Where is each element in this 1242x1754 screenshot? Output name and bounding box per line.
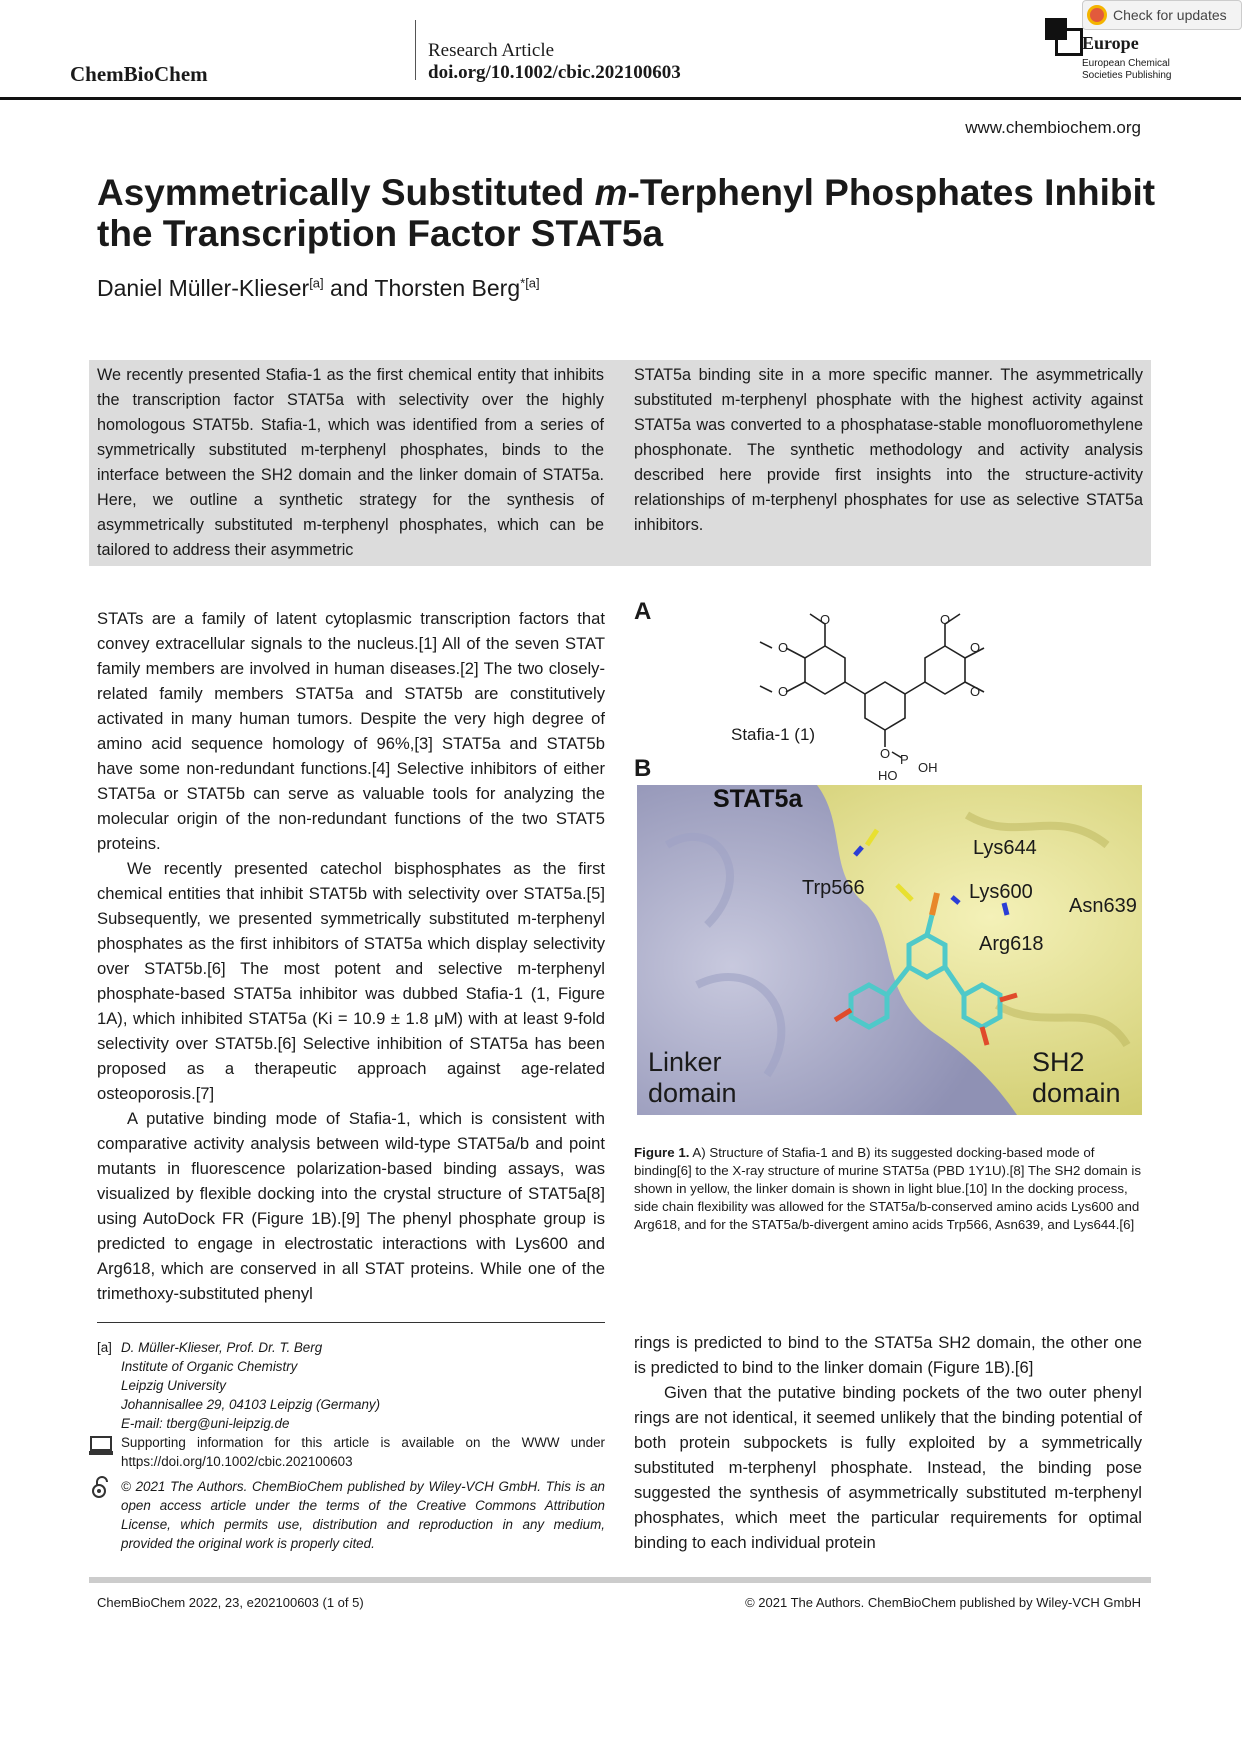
atom-label: O [940, 612, 951, 627]
license: © 2021 The Authors. ChemBioChem published by Wiley-VCH GmbH. This is an open access article under the terms of the Creative Commons Attribution License, which permits use, distribution and reproduction in any medium, provided the original work is properly cited. [121, 1479, 605, 1551]
footnote-rule [97, 1322, 605, 1323]
paragraph: STATs are a family of latent cytoplasmic transcription factors that convey extracellular signals to the nucleus.[1] All of the seven STAT family members are involved in human diseases.[2] The two closely-related family members STAT5a and STAT5b are constitutively activated in many human tumors. Despite the very high degree of amino acid sequence homology of 96%,[3] STAT5a and STAT5b have some non-redundant functions.[4] Selective inhibitors of either STAT5a or STAT5b can serve as valuable tools for analyzing the molecular origin of the non-redundant functions of the two STAT5 proteins. [97, 609, 605, 853]
paragraph: A putative binding mode of Stafia-1, which is consistent with comparative activity analysis between wild-type STAT5a/b and point mutants in fluorescence polarization-based binding assays, was visualized by flexible docking into the crystal structure of STAT5a[8] using AutoDock FR (Figure 1B).[9] The phenyl phosphate group is predicted to engage in electrostatic interactions with Lys600 and Arg618, which are conserved in all STAT proteins. While one of the trimethoxy-substituted phenyl [97, 1109, 605, 1303]
atom-label: O [880, 746, 891, 761]
check-updates-button[interactable] [1082, 0, 1242, 30]
supporting-info: Supporting information for this article is available on the WWW under https://doi.org/10.1002/cbic.202100603 [121, 1435, 605, 1469]
check-updates-label: Check for updates [1113, 7, 1227, 23]
atom-label: P [900, 752, 909, 767]
journal-name: ChemBioChem [70, 62, 208, 86]
atom-label: O [778, 640, 789, 655]
footer-citation: ChemBioChem 2022, 23, e202100603 (1 of 5) [97, 1595, 364, 1610]
authors: Daniel Müller-Klieser[a] and Thorsten Berg$^{*[a]}$ [97, 275, 540, 301]
residue-label: Trp566 [802, 877, 865, 899]
publisher-name: Europe [1082, 33, 1139, 53]
affiliation-label: [a] [97, 1340, 112, 1355]
sh2-domain-label: SH2 domain [1032, 1047, 1121, 1108]
atom-label: O [970, 640, 981, 655]
residue-label: Lys600 [969, 881, 1033, 903]
paragraph: We recently presented catechol bisphosphates as the first chemical entities that inhibit STAT5b with selectivity over STAT5a.[5] Subsequently, we presented symmetrically substituted m-terphenyl phosphates as the first inhibitors of STAT5a which display selectivity over STAT5b.[6] The most potent and selective m-terphenyl phosphate-based STAT5a inhibitor was dubbed Stafia-1 (1, Figure 1A), which inhibited STAT5a (Ki = 10.9 ± 1.8 μM) with at least 9-fold selectivity over STAT5b.[6] Selective inhibition of STAT5a has been proposed as a therapeutic approach against age-related osteoporosis.[7] [97, 859, 605, 1103]
journal-website[interactable]: www.chembiochem.org [965, 118, 1141, 137]
publisher-logo-square-icon [1045, 18, 1067, 40]
docking-figure [637, 785, 1142, 1115]
article-type: Research Article [428, 40, 555, 61]
open-access-icon [91, 1476, 111, 1498]
compound-label: Stafia-1 (1) [731, 725, 816, 744]
footer-copyright: © 2021 The Authors. ChemBioChem published by Wiley-VCH GmbH [745, 1595, 1141, 1610]
residue-label: Asn639 [1069, 895, 1137, 917]
figure-label-b: B [634, 755, 652, 782]
header-divider [415, 20, 416, 80]
residue-label: Arg618 [979, 933, 1044, 955]
figure-label-a: A [634, 598, 652, 625]
header-rule [0, 97, 1241, 100]
paragraph: rings is predicted to bind to the STAT5a SH2 domain, the other one is predicted to bind to the linker domain (Figure 1B).[6] [634, 1333, 1142, 1377]
publisher-subtitle: European Chemical Societies Publishing [1082, 58, 1172, 81]
abstract-left: We recently presented Stafia-1 as the first chemical entity that inhibits the transcription factor STAT5a with selectivity over the highly homologous STAT5b. Stafia-1, which was identified from a series of symmetrically substituted m-terphenyl phosphates, binds to the interface between the SH2 domain and the linker domain of STAT5a. Here, we outline a synthetic strategy for the synthesis of asymmetrically substituted m-terphenyl phosphates, which can be tailored to address their asymmetric [97, 366, 604, 559]
footer-bar [89, 1577, 1151, 1583]
article-title: Asymmetrically Substituted m-Terphenyl Phosphates Inhibit the Transcription Factor STAT5a [97, 172, 1156, 254]
atom-label: OH [918, 760, 938, 775]
figure-caption: Figure 1. A) Structure of Stafia-1 and B) its suggested docking-based mode of binding[6] to the X-ray structure of murine STAT5a (PBD 1Y1U).[8] The SH2 domain is shown in yellow, the linker domain is shown in light blue.[10] In the docking process, side chain flexibility was allowed for the STAT5a/b-conserved amino acids Lys600 and Arg618, and for the STAT5a/b-divergent amino acids Trp566, Asn639, and Lys644.[6] [634, 1145, 1141, 1232]
linker-domain-label: Linker domain [648, 1047, 737, 1108]
atom-label: O [820, 612, 831, 627]
body-right-column [634, 1330, 1142, 1555]
article-doi[interactable]: doi.org/10.1002/cbic.202100603 [428, 62, 681, 83]
paragraph: Given that the putative binding pockets of the two outer phenyl rings are not identical, it seemed unlikely that the binding potential of both protein subpockets is fully exploited by a symmetrically substituted m-terphenyl phosphate. Instead, the binding pose suggested the synthesis of asymmetrically substituted m-terphenyl phosphates, which meet the particular requirements for optimal binding to each individual protein [634, 1383, 1142, 1552]
crossmark-icon [1087, 5, 1107, 25]
computer-icon [89, 1436, 113, 1456]
protein-label: STAT5a [713, 785, 803, 813]
body-left-column [97, 606, 605, 1306]
abstract-right: STAT5a binding site in a more specific manner. The asymmetrically substituted m-terphenyl phosphate with the highest activity against STAT5a was converted to a phosphatase-stable monofluoromethylene phosphonate. The synthetic methodology and activity analysis described here provide first insights into the structure-activity relationships of m-terphenyl phosphates for use as selective STAT5a inhibitors. [634, 366, 1143, 534]
residue-label: Lys644 [973, 837, 1037, 859]
atom-label: O [778, 684, 789, 699]
affiliation: D. Müller-Klieser, Prof. Dr. T. Berg Institute of Organic Chemistry Leipzig University Johannisallee 29, 04103 Leipzig (Germany) E-mail: tberg@uni-leipzig.de [121, 1340, 381, 1431]
author-1: Daniel Müller-Klieser [97, 275, 310, 301]
atom-label: HO [878, 768, 898, 783]
atom-label: O [970, 684, 981, 699]
abstract-box [89, 360, 1151, 566]
